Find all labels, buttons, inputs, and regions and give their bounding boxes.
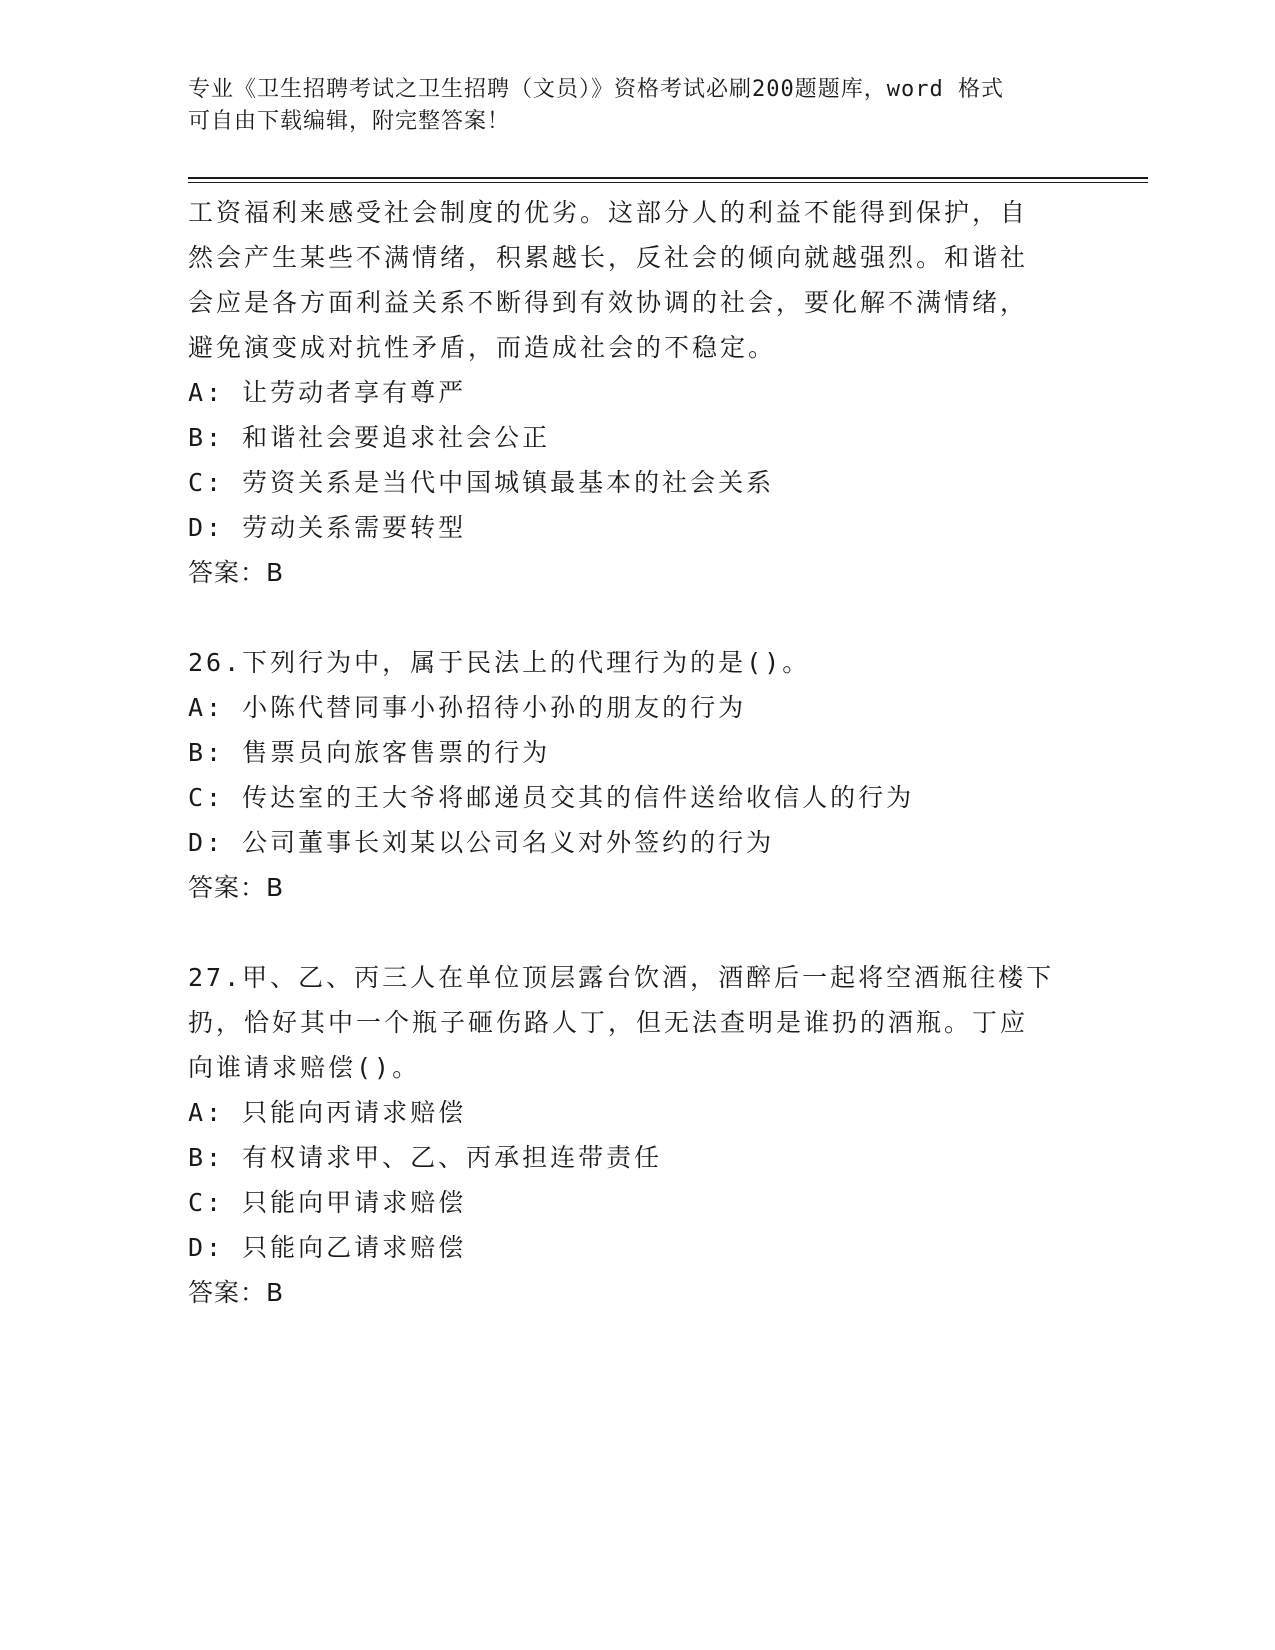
question-stem: 扔，恰好其中一个瓶子砸伤路人丁，但无法查明是谁扔的酒瓶。丁应 (188, 1008, 1029, 1037)
spacer (188, 595, 1088, 640)
passage-line: 工资福利来感受社会制度的优劣。这部分人的利益不能得到保护，自 (188, 198, 1029, 227)
option-d: D: 公司董事长刘某以公司名义对外签约的行为 (188, 828, 775, 857)
header-divider-thin (188, 182, 1148, 183)
header-line-2: 可自由下载编辑，附完整答案！ (188, 109, 511, 134)
passage-line: 然会产生某些不满情绪，积累越长，反社会的倾向就越强烈。和谐社 (188, 243, 1029, 272)
answer-line: 答案：B (188, 873, 285, 902)
option-a: A: 小陈代替同事小孙招待小孙的朋友的行为 (188, 693, 747, 722)
document-header (188, 74, 1088, 138)
option-c: C: 只能向甲请求赔偿 (188, 1188, 467, 1217)
option-b: B: 和谐社会要追求社会公正 (188, 423, 551, 452)
answer-line: 答案：B (188, 1278, 285, 1307)
option-c: C: 传达室的王大爷将邮递员交其的信件送给收信人的行为 (188, 783, 915, 812)
header-line-1: 专业《卫生招聘考试之卫生招聘（文员）》资格考试必刷200题题库，word 格式 (188, 77, 1004, 102)
question-stem: 向谁请求赔偿()。 (188, 1053, 421, 1082)
option-b: B: 售票员向旅客售票的行为 (188, 738, 551, 767)
option-b: B: 有权请求甲、乙、丙承担连带责任 (188, 1143, 663, 1172)
option-d: D: 劳动关系需要转型 (188, 513, 467, 542)
question-stem: 26.下列行为中，属于民法上的代理行为的是()。 (188, 648, 811, 677)
answer-line: 答案：B (188, 558, 285, 587)
option-c: C: 劳资关系是当代中国城镇最基本的社会关系 (188, 468, 775, 497)
option-a: A: 只能向丙请求赔偿 (188, 1098, 467, 1127)
question-block-27 (188, 955, 1088, 1315)
question-stem: 27.甲、乙、丙三人在单位顶层露台饮酒，酒醉后一起将空酒瓶往楼下 (188, 963, 1055, 992)
option-a: A: 让劳动者享有尊严 (188, 378, 467, 407)
spacer (188, 910, 1088, 955)
header-divider-thick (188, 177, 1148, 179)
passage-line: 会应是各方面利益关系不断得到有效协调的社会，要化解不满情绪， (188, 288, 1029, 317)
passage-line: 避免演变成对抗性矛盾，而造成社会的不稳定。 (188, 333, 777, 362)
question-block-25 (188, 190, 1088, 595)
document-body (188, 190, 1088, 1315)
option-d: D: 只能向乙请求赔偿 (188, 1233, 467, 1262)
question-block-26 (188, 640, 1088, 910)
